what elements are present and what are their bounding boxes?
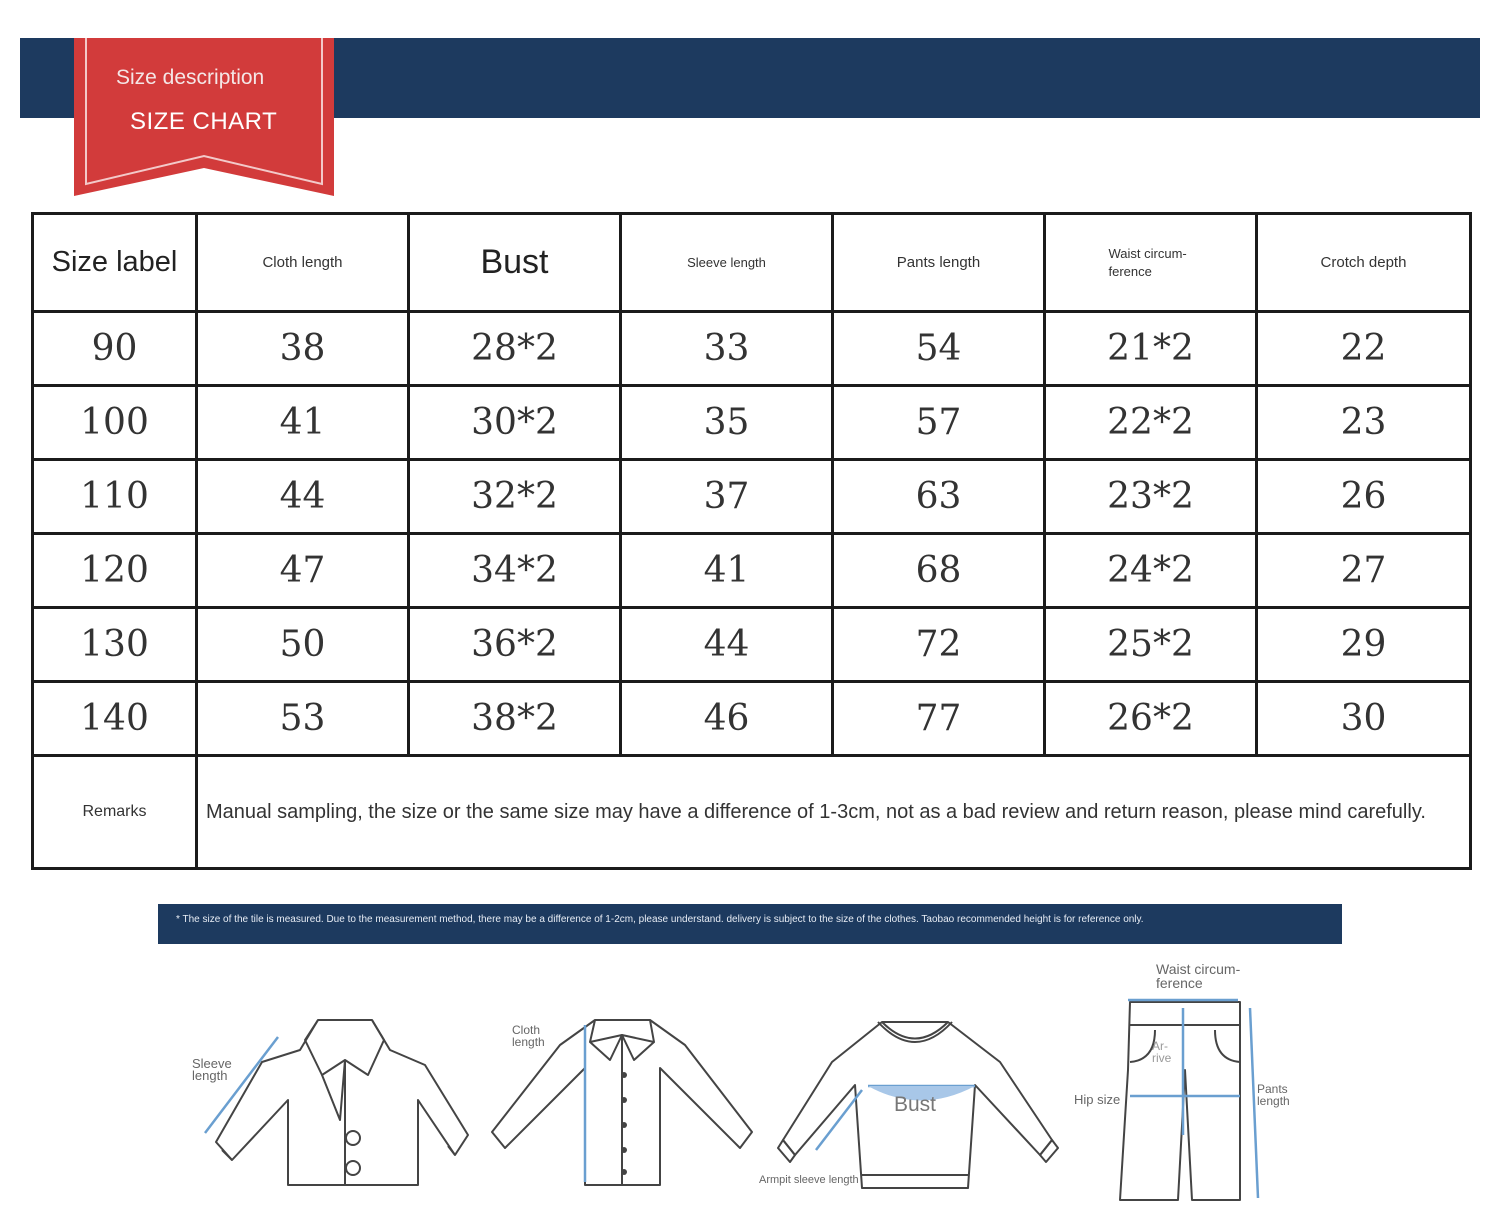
label-cloth-length: Cloth length (512, 1023, 545, 1049)
measurement-note-bar (158, 904, 1342, 944)
cell-sleeve-length: 46 (621, 682, 833, 756)
cell-waist: 23*2 (1045, 460, 1257, 534)
cell-cloth-length: 50 (197, 608, 409, 682)
remarks-label: Remarks (33, 756, 197, 869)
label-crotch: Ar- rive (1152, 1039, 1172, 1065)
cell-sleeve-length: 37 (621, 460, 833, 534)
header-pants-length: Pants length (833, 214, 1045, 312)
cell-bust: 38*2 (409, 682, 621, 756)
cell-pants-length: 77 (833, 682, 1045, 756)
cell-waist: 22*2 (1045, 386, 1257, 460)
cell-sleeve-length: 41 (621, 534, 833, 608)
table-row (33, 608, 1471, 682)
cell-bust: 30*2 (409, 386, 621, 460)
cell-size: 120 (33, 534, 197, 608)
cell-pants-length: 63 (833, 460, 1045, 534)
cell-size: 110 (33, 460, 197, 534)
armpit-sleeve-measure-line (816, 1090, 862, 1150)
remarks-row (33, 756, 1471, 869)
cell-crotch-depth: 27 (1257, 534, 1471, 608)
cell-crotch-depth: 26 (1257, 460, 1471, 534)
cell-pants-length: 57 (833, 386, 1045, 460)
table-row (33, 460, 1471, 534)
cell-pants-length: 72 (833, 608, 1045, 682)
cell-size: 100 (33, 386, 197, 460)
label-waist-circumference: Waist circum- ference (1156, 961, 1241, 991)
header-waist-circumference: Waist circum- ference (1045, 214, 1257, 312)
cell-pants-length: 54 (833, 312, 1045, 386)
cell-sleeve-length: 33 (621, 312, 833, 386)
garment-diagrams (0, 950, 1500, 1220)
pants-illustration (1120, 1002, 1240, 1200)
cell-bust: 32*2 (409, 460, 621, 534)
table-header-row (33, 214, 1471, 312)
cell-bust: 28*2 (409, 312, 621, 386)
label-sleeve-length: Sleeve length (192, 1056, 232, 1083)
cell-cloth-length: 53 (197, 682, 409, 756)
table-row (33, 534, 1471, 608)
cell-cloth-length: 47 (197, 534, 409, 608)
cell-crotch-depth: 22 (1257, 312, 1471, 386)
header-crotch-depth: Crotch depth (1257, 214, 1471, 312)
table-row (33, 312, 1471, 386)
label-pants-length: Pants length (1257, 1082, 1290, 1108)
header-sleeve-length: Sleeve length (621, 214, 833, 312)
cell-size: 140 (33, 682, 197, 756)
cell-cloth-length: 44 (197, 460, 409, 534)
banner-subtitle: Size description (116, 66, 265, 89)
sleeve-measure-line (205, 1037, 278, 1133)
header-cloth-length: Cloth length (197, 214, 409, 312)
cell-size: 90 (33, 312, 197, 386)
cell-sleeve-length: 44 (621, 608, 833, 682)
label-armpit-sleeve-length: Armpit sleeve length (759, 1174, 859, 1186)
cell-pants-length: 68 (833, 534, 1045, 608)
size-chart-banner (74, 38, 334, 198)
cell-crotch-depth: 23 (1257, 386, 1471, 460)
cell-bust: 34*2 (409, 534, 621, 608)
header-size-label: Size label (33, 214, 197, 312)
cell-bust: 36*2 (409, 608, 621, 682)
cell-waist: 21*2 (1045, 312, 1257, 386)
cell-size: 130 (33, 608, 197, 682)
cell-crotch-depth: 30 (1257, 682, 1471, 756)
cell-waist: 24*2 (1045, 534, 1257, 608)
table-row (33, 386, 1471, 460)
remarks-text: Manual sampling, the size or the same size may have a difference of 1-3cm, not as a bad review and return reason, please mind carefully. (197, 756, 1471, 869)
label-hip-size: Hip size (1074, 1092, 1121, 1107)
jacket-illustration (216, 1020, 468, 1185)
cell-waist: 26*2 (1045, 682, 1257, 756)
cell-crotch-depth: 29 (1257, 608, 1471, 682)
cell-cloth-length: 38 (197, 312, 409, 386)
cell-sleeve-length: 35 (621, 386, 833, 460)
cell-waist: 25*2 (1045, 608, 1257, 682)
banner-title: SIZE CHART (130, 108, 278, 135)
label-bust: Bust (894, 1093, 937, 1116)
measurement-note-text: * The size of the tile is measured. Due to the measurement method, there may be a difference of 1-2cm, please understand. delivery is subject to the size of the clothes. Taobao recommended height is for reference only. (176, 914, 1144, 925)
cell-cloth-length: 41 (197, 386, 409, 460)
table-row (33, 682, 1471, 756)
size-table (31, 212, 1472, 870)
header-bust: Bust (409, 214, 621, 312)
